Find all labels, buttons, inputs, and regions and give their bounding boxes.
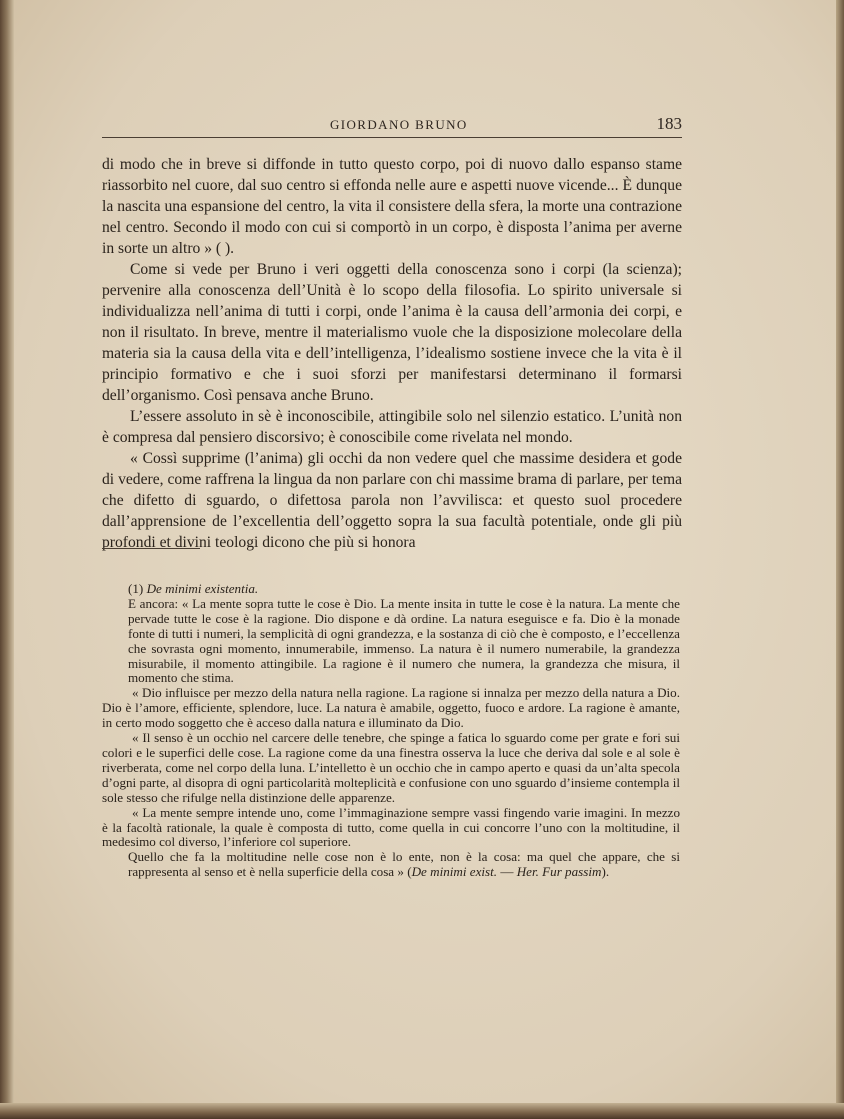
footnote-last-paragraph xyxy=(128,850,680,880)
footnote-ref: De minimi exist. xyxy=(411,864,498,880)
footnotes xyxy=(102,581,680,880)
page-edge-bottom xyxy=(0,1103,844,1119)
body-paragraph: Come si vede per Bruno i veri oggetti della conoscenza sono i corpi (la scienza); pervenire alla conoscenza dell’Unità è lo scopo della filosofia. Lo spirito universale si individualizza nell’anima di tutti i corpi, onde l’anima è la causa dell’armonia dei corpi, e non il risultato. In breve, mentre il materialismo vuole che la disposizione molecolare della materia sia la causa della vita e dell’intelligenza, l’idealismo sostiene invece che la vita è il principio formativo e che i suoi sforzi per manifestarsi determinano il formarsi dell’organismo. Così pensava anche Bruno. xyxy=(102,261,682,404)
binding-edge xyxy=(0,0,14,1119)
body-paragraph: di modo che in breve si diffonde in tutto questo corpo, poi di nuovo dallo espanso stame riassorbito nel cuore, dal suo centro si effonda nelle aure e aspetti nuove vicende... È dunque la nascita una espansione del centro, la vita il consistere della sfera, la morte una contrazione nel centro. Secondo il modo con cui si comportò in un corpo, è disposta l’anima per averne in sorte un altro » ( ). xyxy=(102,156,682,257)
page-number: 183 xyxy=(656,114,682,133)
footnote-sep: — xyxy=(497,864,517,880)
header-rule xyxy=(102,137,682,138)
footnote-source-title: De minimi existentia. xyxy=(146,581,259,596)
footnote-paragraph: « Il senso è un occhio nel carcere delle tenebre, che spinge a fatica lo sguardo come per grate e fori sui colori e le superfici delle cose. La ragione come da una finestra osserva la luce che deriva dal sole e al sole è riverberata, come nel corpo della luna. L’intelletto è un occhio che in campo aperto e quasi da un’alta specola d’ogni parte, al disopra di ogni particolarità molteplicità e confusione con uno sguardo d’insieme contempla il sole stesso che rifulge nella distinzione delle apparenze. xyxy=(102,730,680,805)
footnote-paragraph: « La mente sempre intende uno, come l’immaginazione sempre vassi fingendo varie imagini. In mezzo è la facoltà rationale, la quale è composta di tutto, come quella in cui concorre l’uno con la moltitudine, il medesimo col diverso, l’inferiore col superiore. xyxy=(102,804,680,850)
footnote-heading xyxy=(128,582,680,597)
running-title: GIORDANO BRUNO xyxy=(330,117,468,132)
page-edge-right xyxy=(836,0,844,1119)
footnote-paragraph: « Dio influisce per mezzo della natura nella ragione. La ragione si innalza per mezzo della natura a Dio. Dio è l’amore, efficiente, splendore, luce. La natura è amabile, oggetto, fuoco e ardore. La ragione è amante, in certo modo soggetto che è acceso dalla natura e illuminato da Dio. xyxy=(102,685,680,731)
footnote-ref: Her. Fur passim xyxy=(516,864,602,880)
footnote-end: ). xyxy=(601,864,610,880)
footnote-rule xyxy=(102,548,200,549)
footnote-marker: (1) xyxy=(128,581,144,596)
main-text xyxy=(102,154,682,553)
body-paragraph: L’essere assoluto in sè è inconoscibile, attingibile solo nel silenzio estatico. L’unità non è compresa dal pensiero discorsivo; è conoscibile come rivelata nel mondo. xyxy=(102,408,682,446)
page-header xyxy=(102,114,682,136)
body-paragraph: « Cossì supprime (l’anima) gli occhi da non vedere quel che massime desidera et gode di vedere, come raffrena la lingua da non parlare con chi massime brama di parlare, per tema che difetto di sguardo, o difettosa parola non l’avvilisca: et questo suol procedere dall’apprensione de l’excellentia dell’oggetto sopra la sua facultà potentiale, onde gli più profondi et divini teologi dicono che più si honora xyxy=(102,450,682,551)
footnote-last-text: Quello che fa la moltitudine nelle cose non è lo ente, non è la cosa: ma quel che appare, che si rappresenta al senso et è nella superficie della cosa » ( xyxy=(128,849,680,880)
footnote-paragraph: E ancora: « La mente sopra tutte le cose è Dio. La mente insita in tutte le cose è la natura. La mente che pervade tutte le cose è la ragione. Dio dispone e dà ordine. La natura eseguisce e fa. Dio è la monade fonte di tutti i numeri, la semplicità di ogni grandezza, e la sostanza di ciò che è composto, e l’eccellenza che sovrasta ogni momento, innumerabile, immenso. La natura è il numero numerabile, la grandezza misurabile, il momento attingibile. La ragione è il numero che numera, la grandezza che misura, il momento che stima. xyxy=(128,595,680,686)
